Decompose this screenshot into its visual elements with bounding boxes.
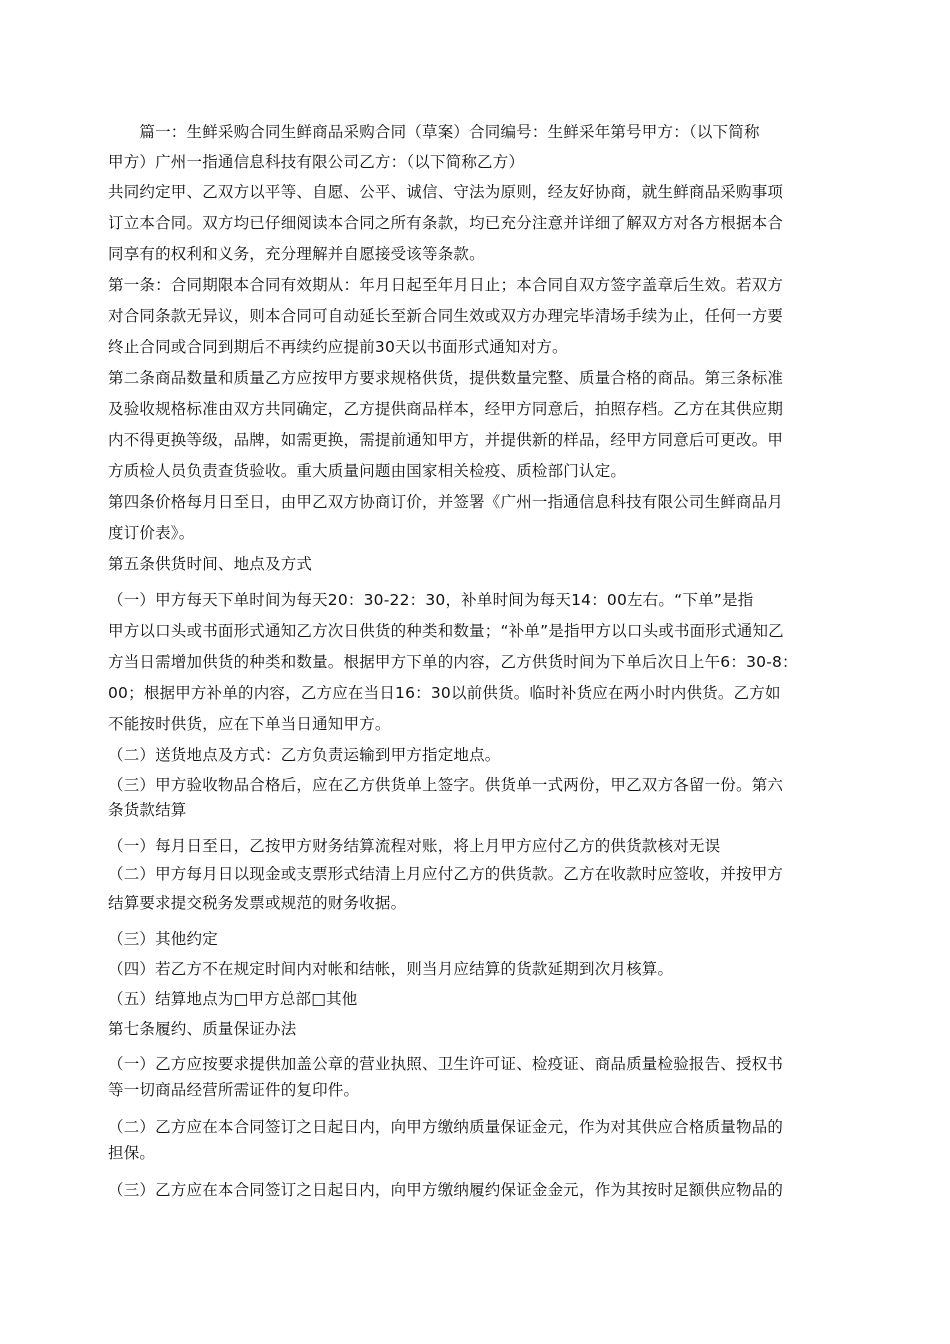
text-line: （一）甲方每天下单时间为每天20：30-22：30，补单时间为每天14：00左右。“下单”是指 — [108, 591, 754, 609]
text-line: （二）甲方每月日以现金或支票形式结清上月应付乙方的供货款。乙方在收款时应签收，并按甲方 — [108, 865, 784, 883]
text-line: （四）若乙方不在规定时间内对帐和结帐，则当月应结算的货款延期到次月核算。 — [108, 960, 674, 978]
text-line: 方当日需增加供货的种类和数量。根据甲方下单的内容，乙方供货时间为下单后次日上午6：30-8： — [108, 653, 798, 671]
text-line: 方质检人员负责查货验收。重大质量问题由国家相关检疫、质检部门认定。 — [108, 462, 627, 480]
text-line: 度订价表》。 — [108, 524, 195, 542]
text-line: （三）甲方验收物品合格后，应在乙方供货单上签字。供货单一式两份，甲乙双方各留一份。第六 — [108, 776, 784, 794]
text-line: （三）乙方应在本合同签订之日起日内，向甲方缴纳履约保证金金元，作为其按时足额供应物品的 — [108, 1181, 784, 1199]
text-line: （三）其他约定 — [108, 930, 218, 948]
text-line: （一）每月日至日，乙按甲方财务结算流程对账，将上月甲方应付乙方的供货款核对无误 — [108, 837, 721, 855]
text-line: 第七条履约、质量保证办法 — [108, 1020, 297, 1038]
text-line: 担保。 — [108, 1144, 156, 1162]
text-line: 结算要求提交税务发票或规范的财务收据。 — [108, 894, 407, 912]
text-line: （二）送货地点及方式：乙方负责运输到甲方指定地点。 — [108, 746, 501, 764]
text-line: （二）乙方应在本合同签订之日起日内，向甲方缴纳质量保证金元，作为对其供应合格质量物品的 — [108, 1118, 784, 1136]
text-line: 内不得更换等级，品牌，如需更换，需提前通知甲方，并提供新的样品，经甲方同意后可更改。甲 — [108, 431, 784, 449]
text-line: 不能按时供货，应在下单当日通知甲方。 — [108, 715, 391, 733]
text-line: 及验收规格标准由双方共同确定，乙方提供商品样本，经甲方同意后，拍照存档。乙方在其供应期 — [108, 400, 784, 418]
text-line: （一）乙方应按要求提供加盖公章的营业执照、卫生许可证、检疫证、商品质量检验报告、授权书 — [108, 1055, 784, 1073]
text-line: 第四条价格每月日至日，由甲乙双方协商订价，并签署《广州一指通信息科技有限公司生鲜商品月 — [108, 493, 784, 511]
text-line: 同享有的权利和义务，充分理解并自愿接受该等条款。 — [108, 245, 485, 263]
text-line: 对合同条款无异议，则本合同可自动延长至新合同生效或双方办理完毕清场手续为止，任何一方要 — [108, 307, 784, 325]
text-line: 第一条：合同期限本合同有效期从：年月日起至年月日止；本合同自双方签字盖章后生效。若双方 — [108, 276, 784, 294]
text-line: 第二条商品数量和质量乙方应按甲方要求规格供货，提供数量完整、质量合格的商品。第三条标准 — [108, 369, 784, 387]
text-line: 00；根据甲方补单的内容，乙方应在当日16：30以前供货。临时补货应在两小时内供货。乙方如 — [108, 684, 781, 702]
text-line: 订立本合同。双方均已仔细阅读本合同之所有条款，均已充分注意并详细了解双方对各方根据本合 — [108, 214, 784, 232]
text-line: 篇一：生鲜采购合同生鲜商品采购合同（草案）合同编号：生鲜采年第号甲方：（以下简称 — [108, 123, 760, 141]
text-line: 终止合同或合同到期后不再续约应提前30天以书面形式通知对方。 — [108, 338, 568, 356]
text-line: （五）结算地点为□甲方总部□其他 — [108, 990, 358, 1008]
text-line: 甲方以口头或书面形式通知乙方次日供货的种类和数量；“补单”是指甲方以口头或书面形式通知乙 — [108, 622, 784, 640]
text-line: 第五条供货时间、地点及方式 — [108, 555, 313, 573]
text-line: 等一切商品经营所需证件的复印件。 — [108, 1081, 360, 1099]
text-line: 条货款结算 — [108, 801, 187, 819]
text-line: 共同约定甲、乙双方以平等、自愿、公平、诚信、守法为原则，经友好协商，就生鲜商品采购事项 — [108, 183, 784, 201]
text-line: 甲方）广州一指通信息科技有限公司乙方：（以下简称乙方） — [108, 153, 525, 171]
